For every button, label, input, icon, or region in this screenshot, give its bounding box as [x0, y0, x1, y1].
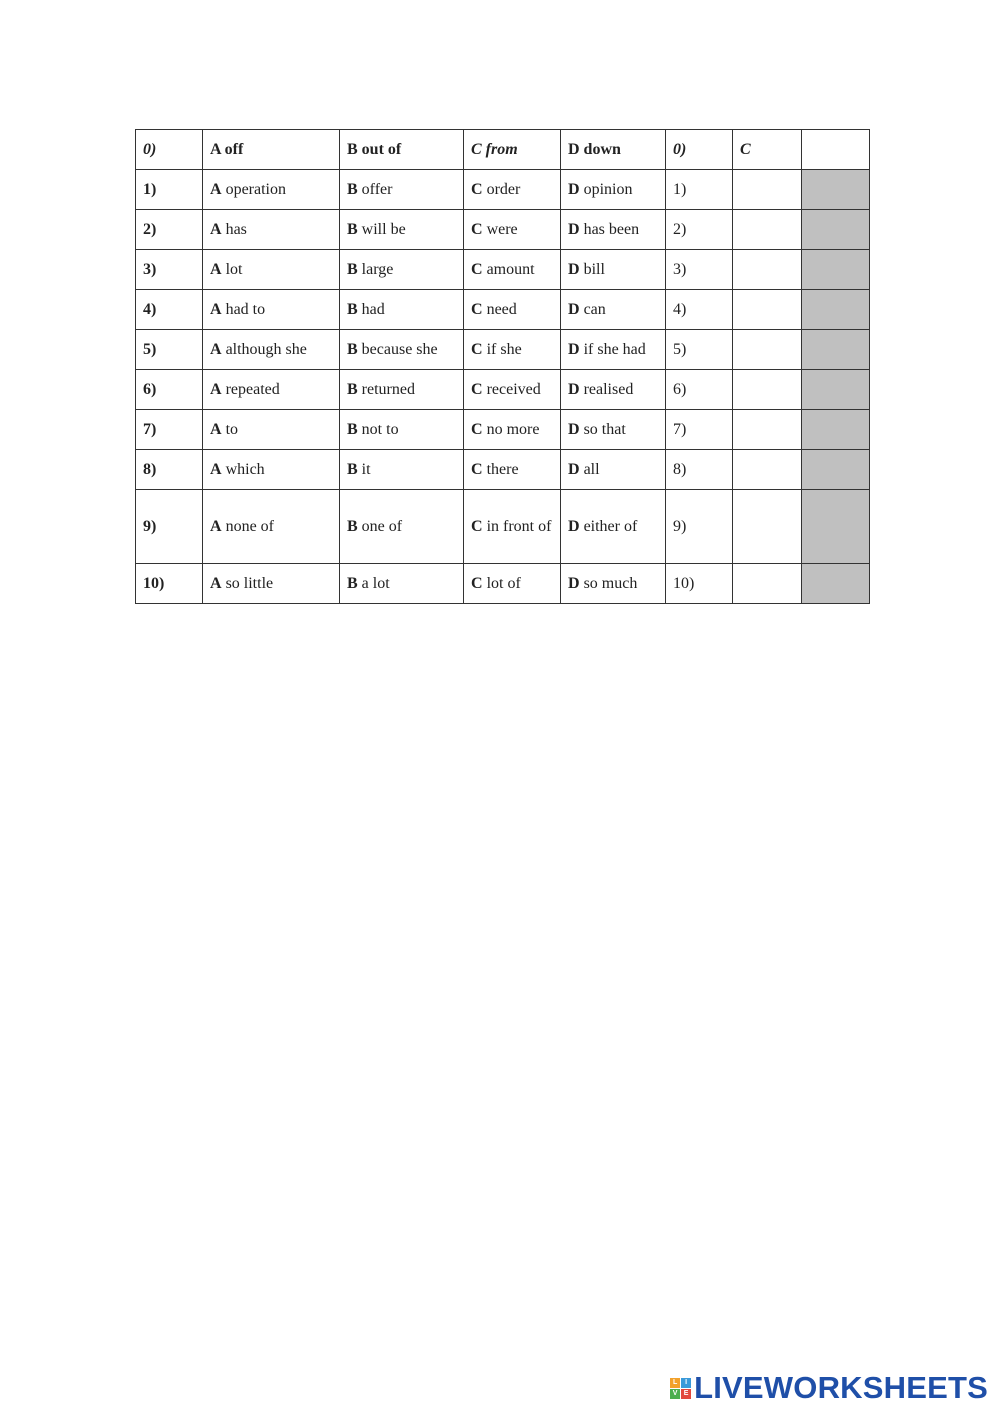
option-d	[561, 210, 666, 250]
logo-tile: L	[670, 1378, 680, 1388]
option-letter: D	[568, 300, 580, 318]
question-number: 7)	[136, 410, 203, 450]
answer-cell	[733, 330, 802, 370]
option-letter: C	[471, 574, 483, 592]
answer-number: 5)	[666, 330, 733, 370]
answer-cell	[733, 490, 802, 564]
answer-cell	[733, 450, 802, 490]
answer-input[interactable]	[733, 210, 801, 249]
option-text: all	[583, 460, 600, 478]
option-text: offer	[361, 180, 393, 198]
option-b	[340, 564, 464, 604]
shaded-cell	[802, 290, 870, 330]
option-letter: A	[210, 300, 222, 318]
option-text: has	[225, 220, 247, 238]
option-letter: C	[471, 420, 483, 438]
option-letter: B	[347, 260, 358, 278]
option-text: opinion	[583, 180, 633, 198]
option-text: need	[486, 300, 517, 318]
option-text: in front of	[486, 517, 552, 535]
option-text: because she	[361, 340, 438, 358]
option-letter: D	[568, 340, 580, 358]
option-b	[340, 330, 464, 370]
option-letter: C	[471, 260, 483, 278]
option-letter: B	[347, 340, 358, 358]
option-d	[561, 564, 666, 604]
answer-cell	[733, 170, 802, 210]
example-row	[136, 130, 870, 170]
example-empty-cell	[802, 130, 870, 170]
example-number: 0)	[136, 130, 203, 170]
option-text: can	[583, 300, 606, 318]
answer-input[interactable]	[733, 450, 801, 489]
option-d	[561, 370, 666, 410]
answer-cell	[733, 564, 802, 604]
question-row	[136, 210, 870, 250]
option-c	[464, 170, 561, 210]
option-letter: B	[347, 220, 358, 238]
example-option-c: C from	[464, 130, 561, 170]
option-c	[464, 370, 561, 410]
option-letter: D	[568, 260, 580, 278]
question-row	[136, 250, 870, 290]
option-letter: D	[568, 220, 580, 238]
option-a	[203, 370, 340, 410]
option-text: lot of	[486, 574, 521, 592]
logo-tile: I	[681, 1378, 691, 1388]
option-text: not to	[361, 420, 399, 438]
option-letter: C	[471, 180, 483, 198]
example-option-b: B out of	[340, 130, 464, 170]
shaded-cell	[802, 250, 870, 290]
option-a	[203, 170, 340, 210]
option-letter: C	[471, 300, 483, 318]
option-letter: A	[210, 380, 222, 398]
option-c	[464, 250, 561, 290]
answer-input[interactable]	[733, 330, 801, 369]
option-text: if she had	[583, 340, 646, 358]
option-d	[561, 330, 666, 370]
option-text: so that	[583, 420, 626, 438]
answer-number: 7)	[666, 410, 733, 450]
example-option-d: D down	[561, 130, 666, 170]
option-letter: D	[568, 517, 580, 535]
option-text: bill	[583, 260, 605, 278]
answer-number: 6)	[666, 370, 733, 410]
option-text: a lot	[361, 574, 390, 592]
option-d	[561, 290, 666, 330]
option-text: either of	[583, 517, 638, 535]
option-c	[464, 210, 561, 250]
option-text: had	[361, 300, 385, 318]
question-row	[136, 330, 870, 370]
option-b	[340, 490, 464, 564]
option-letter: A	[210, 574, 222, 592]
option-letter: B	[347, 517, 358, 535]
option-letter: D	[568, 420, 580, 438]
option-a	[203, 450, 340, 490]
shaded-cell	[802, 170, 870, 210]
answer-input[interactable]	[733, 410, 801, 449]
option-b	[340, 370, 464, 410]
shaded-cell	[802, 210, 870, 250]
option-text: large	[361, 260, 394, 278]
logo-tile: V	[670, 1389, 680, 1399]
answer-number: 4)	[666, 290, 733, 330]
option-c	[464, 290, 561, 330]
option-letter: D	[568, 574, 580, 592]
option-letter: A	[210, 460, 222, 478]
answer-table	[135, 129, 870, 604]
shaded-cell	[802, 370, 870, 410]
option-d	[561, 170, 666, 210]
answer-input[interactable]	[733, 490, 801, 563]
question-row	[136, 370, 870, 410]
option-text: had to	[225, 300, 266, 318]
answer-cell	[733, 370, 802, 410]
shaded-cell	[802, 330, 870, 370]
option-b	[340, 170, 464, 210]
option-letter: B	[347, 460, 358, 478]
question-number: 4)	[136, 290, 203, 330]
option-d	[561, 250, 666, 290]
option-a	[203, 410, 340, 450]
option-text: lot	[225, 260, 243, 278]
answer-number: 8)	[666, 450, 733, 490]
option-letter: A	[210, 517, 222, 535]
option-text: returned	[361, 380, 415, 398]
option-letter: A	[210, 220, 222, 238]
question-number: 8)	[136, 450, 203, 490]
logo-tiles-icon	[670, 1378, 691, 1399]
question-number: 1)	[136, 170, 203, 210]
option-text: to	[225, 420, 239, 438]
example-answer-number: 0)	[666, 130, 733, 170]
option-text: were	[486, 220, 518, 238]
example-option-a: A off	[203, 130, 340, 170]
answer-input[interactable]	[733, 290, 801, 329]
option-text: it	[361, 460, 371, 478]
option-d	[561, 450, 666, 490]
answer-cell	[733, 250, 802, 290]
option-a	[203, 210, 340, 250]
option-letter: D	[568, 460, 580, 478]
option-text: no more	[486, 420, 540, 438]
option-letter: B	[347, 380, 358, 398]
answer-input[interactable]	[733, 250, 801, 289]
option-b	[340, 210, 464, 250]
option-text: if she	[486, 340, 522, 358]
option-a	[203, 250, 340, 290]
option-c	[464, 490, 561, 564]
example-answer: C	[733, 130, 802, 170]
option-text: so little	[225, 574, 274, 592]
answer-number: 10)	[666, 564, 733, 604]
option-d	[561, 490, 666, 564]
option-text: operation	[225, 180, 286, 198]
question-number: 2)	[136, 210, 203, 250]
option-text: although she	[225, 340, 307, 358]
option-letter: C	[471, 220, 483, 238]
answer-number: 9)	[666, 490, 733, 564]
option-a	[203, 490, 340, 564]
question-number: 5)	[136, 330, 203, 370]
option-text: order	[486, 180, 521, 198]
option-text: received	[486, 380, 541, 398]
option-b	[340, 250, 464, 290]
option-c	[464, 450, 561, 490]
option-text: one of	[361, 517, 403, 535]
option-a	[203, 290, 340, 330]
option-text: which	[225, 460, 265, 478]
shaded-cell	[802, 490, 870, 564]
option-c	[464, 410, 561, 450]
option-letter: C	[471, 380, 483, 398]
option-letter: B	[347, 420, 358, 438]
shaded-cell	[802, 410, 870, 450]
option-a	[203, 330, 340, 370]
question-number: 6)	[136, 370, 203, 410]
logo-tile: E	[681, 1389, 691, 1399]
option-letter: D	[568, 180, 580, 198]
liveworksheets-logo	[670, 1370, 988, 1406]
option-letter: B	[347, 180, 358, 198]
option-letter: A	[210, 340, 222, 358]
question-number: 10)	[136, 564, 203, 604]
answer-number: 1)	[666, 170, 733, 210]
answer-input[interactable]	[733, 370, 801, 409]
logo-text: LIVEWORKSHEETS	[694, 1370, 988, 1405]
option-text: realised	[583, 380, 634, 398]
option-letter: D	[568, 380, 580, 398]
question-row	[136, 170, 870, 210]
answer-cell	[733, 410, 802, 450]
answer-input[interactable]	[733, 170, 801, 209]
option-letter: C	[471, 517, 483, 535]
option-letter: A	[210, 180, 222, 198]
option-text: has been	[583, 220, 640, 238]
option-text: amount	[486, 260, 535, 278]
option-text: so much	[583, 574, 638, 592]
option-letter: A	[210, 420, 222, 438]
option-b	[340, 450, 464, 490]
option-letter: C	[471, 340, 483, 358]
answer-number: 2)	[666, 210, 733, 250]
answer-cell	[733, 210, 802, 250]
option-text: none of	[225, 517, 274, 535]
option-letter: B	[347, 574, 358, 592]
option-c	[464, 564, 561, 604]
answer-input[interactable]	[733, 564, 801, 603]
question-row	[136, 290, 870, 330]
shaded-cell	[802, 564, 870, 604]
option-b	[340, 410, 464, 450]
answer-cell	[733, 290, 802, 330]
answer-number: 3)	[666, 250, 733, 290]
option-text: there	[486, 460, 519, 478]
option-text: will be	[361, 220, 406, 238]
option-letter: A	[210, 260, 222, 278]
option-letter: C	[471, 460, 483, 478]
question-number: 9)	[136, 490, 203, 564]
question-row	[136, 564, 870, 604]
shaded-cell	[802, 450, 870, 490]
question-row	[136, 410, 870, 450]
question-number: 3)	[136, 250, 203, 290]
option-b	[340, 290, 464, 330]
question-row	[136, 490, 870, 564]
option-a	[203, 564, 340, 604]
question-row	[136, 450, 870, 490]
option-d	[561, 410, 666, 450]
option-text: repeated	[225, 380, 280, 398]
option-letter: B	[347, 300, 358, 318]
option-c	[464, 330, 561, 370]
